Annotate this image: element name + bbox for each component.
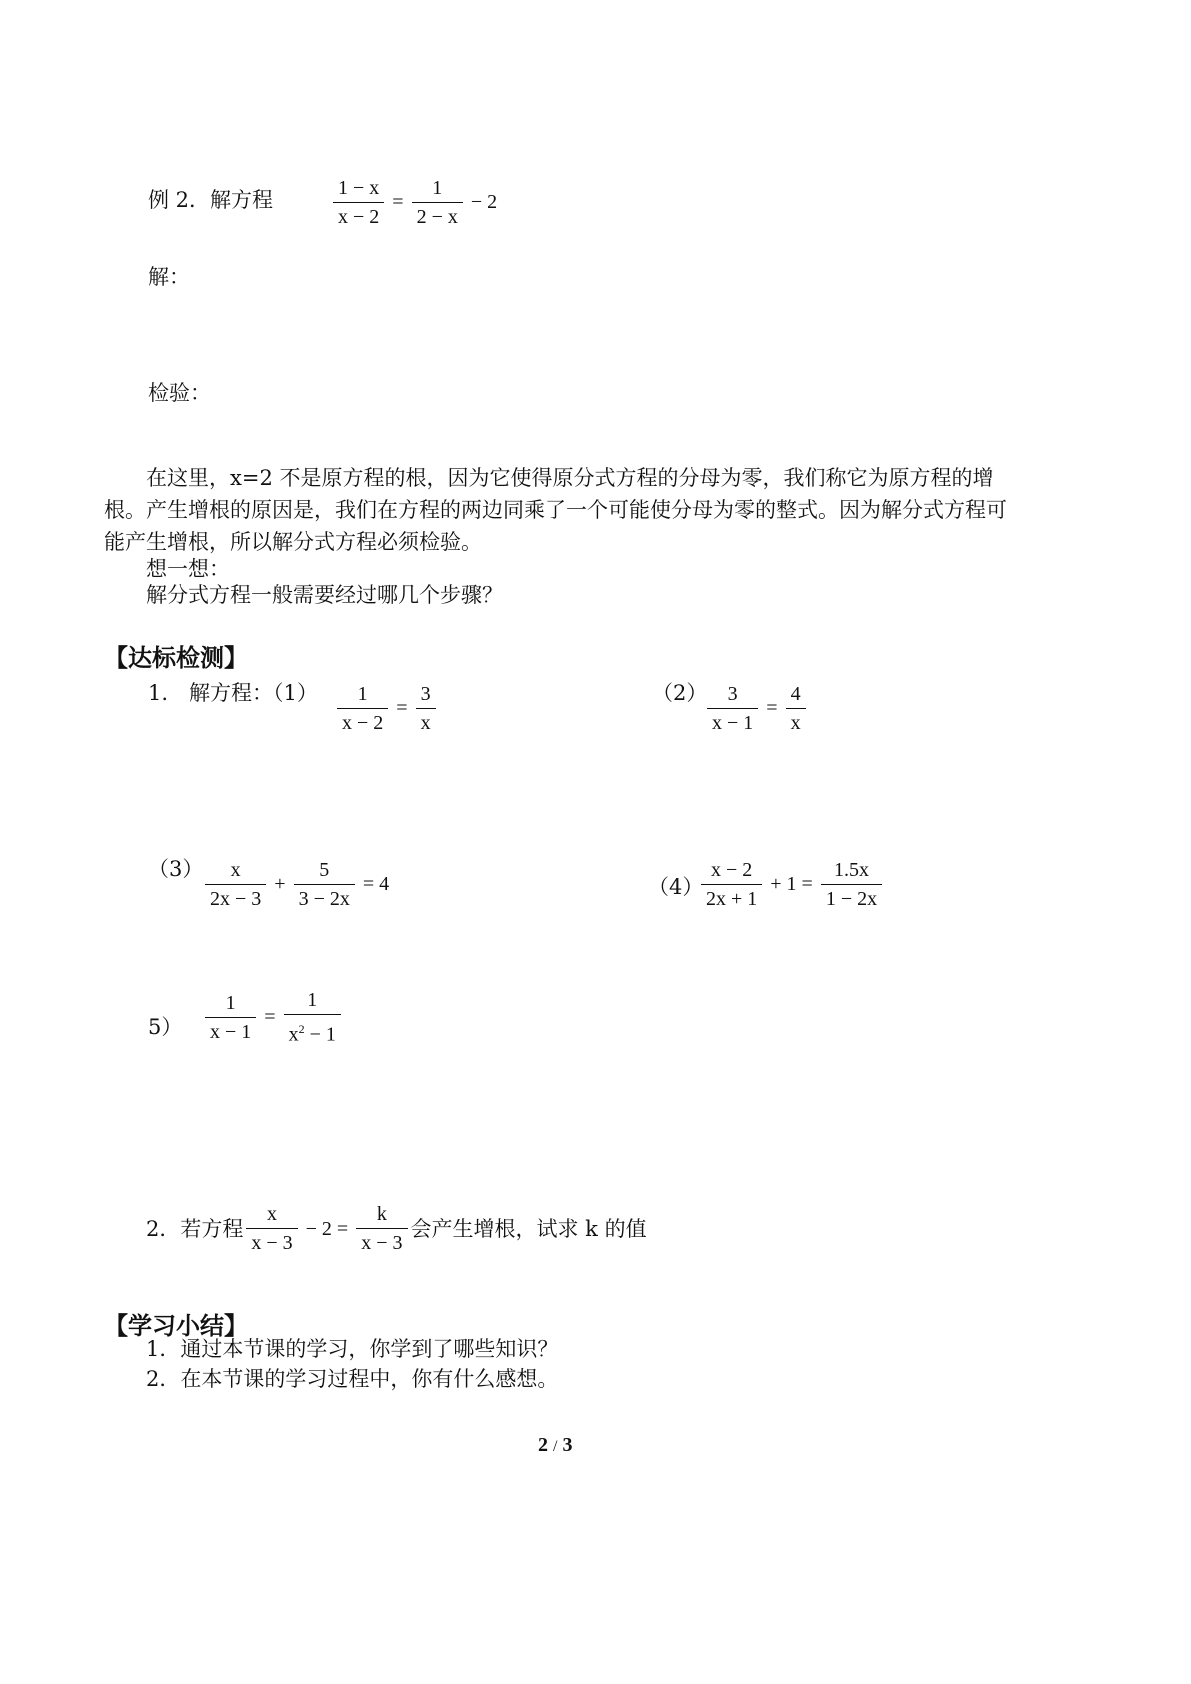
question-2-equation: $\frac{x}{x - 3}$ − 2 = $\frac{k}{x - 3}$ xyxy=(243,1202,410,1255)
problem-4-equation: $\frac{x - 2}{2x + 1}$ + 1 = $\frac{1.5x}{1 - 2x}$ xyxy=(698,858,885,911)
example-equation: $\frac{1 - x}{x - 2}$ = $\frac{1}{2 - x}$ − 2 xyxy=(330,176,502,229)
example-label: 例 2．解方程 xyxy=(148,188,274,212)
think-label: 想一想： xyxy=(146,557,230,581)
summary-heading: 【学习小结】 xyxy=(104,1312,248,1340)
problem-3-label: （3） xyxy=(148,857,204,881)
summary-item-1: 1．通过本节课的学习，你学到了哪些知识？ xyxy=(146,1337,559,1361)
problem-2-label: （2） xyxy=(652,681,708,705)
problem-2-equation: $\frac{3}{x - 1}$ = $\frac{4}{x}$ xyxy=(704,682,809,735)
check-label: 检验： xyxy=(148,381,211,405)
fraction: $\frac{1}{2 - x}$ xyxy=(412,176,463,229)
solve-label: 解： xyxy=(148,265,190,289)
page-number: 2 / 3 xyxy=(538,1434,573,1456)
question-2: 2．若方程 $\frac{x}{x - 3}$ − 2 = $\frac{k}{x - 3}$ 会产生增根，试求 k 的值 xyxy=(146,1203,647,1254)
problem-5-equation: $\frac{1}{x - 1}$ = $\frac{1}{x^2 - 1}$ xyxy=(202,988,344,1047)
problem-5-label: 5） xyxy=(148,1015,183,1039)
problem-3-equation: $\frac{x}{2x - 3}$ + $\frac{5}{3 - 2x}$ = 4 xyxy=(202,858,394,911)
problem-1-equation: $\frac{1}{x - 2}$ = $\frac{3}{x}$ xyxy=(334,682,439,735)
problem-4-label: （4） xyxy=(648,875,704,899)
think-question: 解分式方程一般需要经过哪几个步骤？ xyxy=(146,583,503,607)
summary-item-2: 2．在本节课的学习过程中，你有什么感想。 xyxy=(146,1367,559,1391)
dabiao-heading: 【达标检测】 xyxy=(104,644,248,672)
fraction: $\frac{1 - x}{x - 2}$ xyxy=(333,176,384,229)
explanation-paragraph: 在这里，x=2 不是原方程的根，因为它使得原分式方程的分母为零，我们称它为原方程的增根。产生增根的原因是，我们在方程的两边同乘了一个可能使分母为零的整式。因为解分式方程可能产生增根，所以解分式方程必须检验。 xyxy=(104,466,1007,554)
q1-label: 1. 解方程：（1） xyxy=(148,681,318,705)
